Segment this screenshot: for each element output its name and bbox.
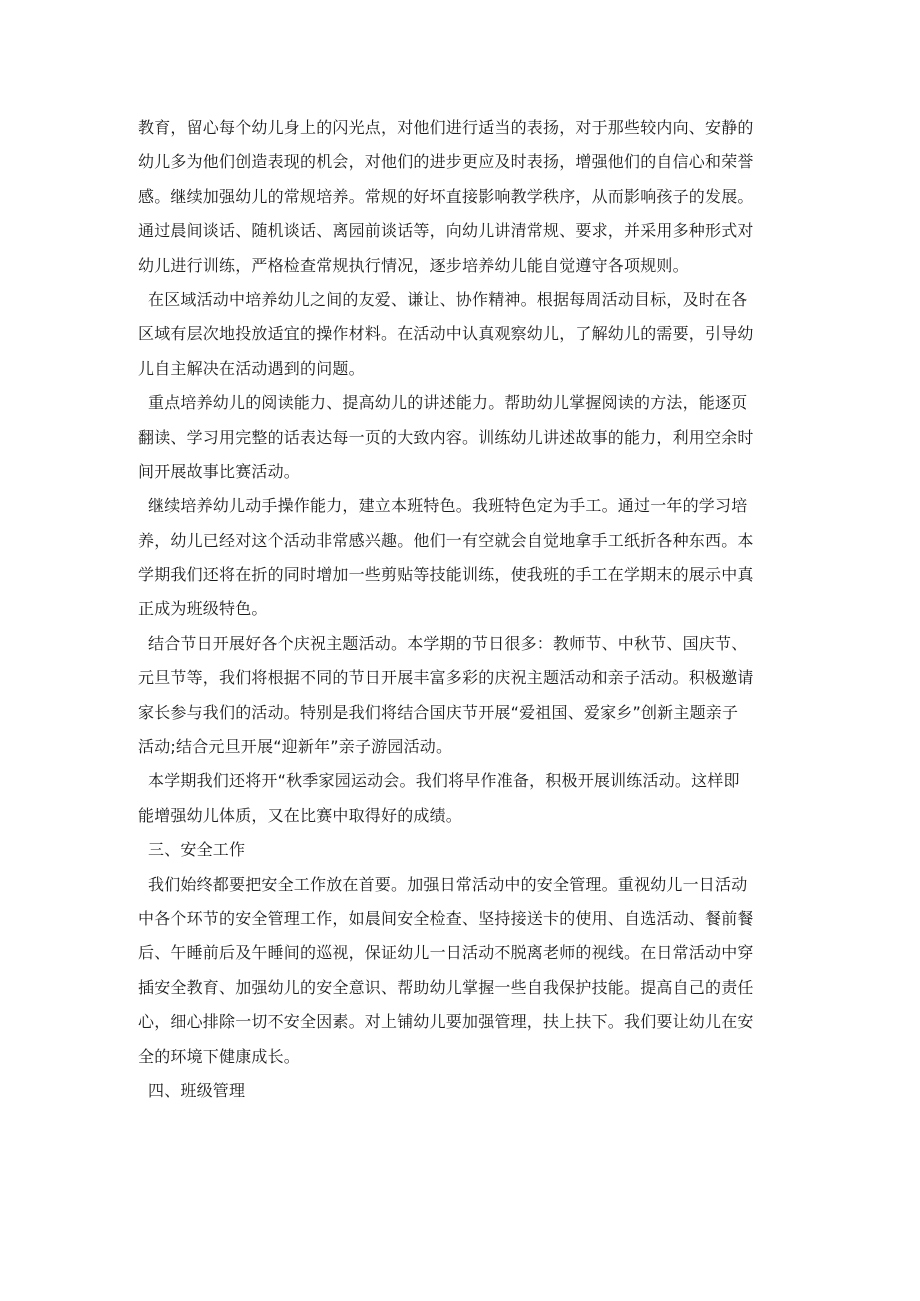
document-body [138, 111, 786, 1108]
text-line: 全的环境下健康成长。 [138, 1046, 301, 1066]
text-line: 继续培养幼儿动手操作能力，建立本班特色。我班特色定为手工。通过一年的学习培 [148, 496, 748, 516]
text-line: 间开展故事比赛活动。 [138, 461, 301, 481]
text-line: 心，细心排除一切不安全因素。对上铺幼儿要加强管理，扶上扶下。我们要让幼儿在安 [138, 1012, 754, 1032]
text-line: 正成为班级特色。 [138, 599, 268, 619]
text-line: 区域有层次地投放适宜的操作材料。在活动中认真观察幼儿，了解幼儿的需要，引导幼 [138, 324, 754, 344]
text-line: 能增强幼儿体质，又在比赛中取得好的成绩。 [138, 805, 463, 825]
paragraph [138, 868, 786, 1074]
paragraph [138, 283, 786, 386]
text-line: 家长参与我们的活动。特别是我们将结合国庆节开展“爱祖国、爱家乡”创新主题亲子 [138, 702, 739, 722]
text-line: 我们始终都要把安全工作放在首要。加强日常活动中的安全管理。重视幼儿一日活动 [148, 874, 748, 894]
text-line: 结合节日开展好各个庆祝主题活动。本学期的节日很多：教师节、中秋节、国庆节、 [148, 633, 748, 653]
paragraph [138, 386, 786, 489]
text-line: 在区域活动中培养幼儿之间的友爱、谦让、协作精神。根据每周活动目标，及时在各 [148, 289, 748, 309]
paragraph [138, 627, 786, 765]
text-line: 翻读、学习用完整的话表达每一页的大致内容。训练幼儿讲述故事的能力，利用空余时 [138, 427, 754, 447]
text-line: 中各个环节的安全管理工作，如晨间安全检查、坚持接送卡的使用、自选活动、餐前餐 [138, 908, 754, 928]
text-line: 教育，留心每个幼儿身上的闪光点，对他们进行适当的表扬，对于那些较内向、安静的 [138, 118, 754, 137]
text-line: 学期我们还将在折的同时增加一些剪贴等技能训练，使我班的手工在学期末的展示中真 [138, 565, 754, 585]
text-line: 儿自主解决在活动遇到的问题。 [138, 358, 365, 378]
text-line: 本学期我们还将开“秋季家园运动会。我们将早作准备，积极开展训练活动。这样即 [148, 771, 740, 791]
section-heading [138, 833, 786, 867]
text-line: 感。继续加强幼儿的常规培养。常规的好坏直接影响教学秩序，从而影响孩子的发展。 [138, 186, 754, 206]
text-line: 后、午睡前后及午睡间的巡视，保证幼儿一日活动不脱离老师的视线。在日常活动中穿 [138, 943, 754, 963]
text-line: 幼儿进行训练，严格检查常规执行情况，逐步培养幼儿能自觉遵守各项规则。 [138, 255, 689, 275]
text-line: 养，幼儿已经对这个活动非常感兴趣。他们一有空就会自觉地拿手工纸折各种东西。本 [138, 530, 754, 550]
text-line: 重点培养幼儿的阅读能力、提高幼儿的讲述能力。帮助幼儿掌握阅读的方法，能逐页 [148, 393, 748, 413]
text-line: 元旦节等，我们将根据不同的节日开展丰富多彩的庆祝主题活动和亲子活动。积极邀请 [138, 668, 754, 688]
paragraph [138, 111, 786, 283]
text-line: 三、安全工作 [148, 840, 246, 860]
text-line: 幼儿多为他们创造表现的机会，对他们的进步更应及时表扬，增强他们的自信心和荣誉 [138, 152, 754, 172]
text-line: 通过晨间谈话、随机谈话、离园前谈话等，向幼儿讲清常规、要求，并采用多种形式对 [138, 221, 754, 241]
text-line: 插安全教育、加强幼儿的安全意识、帮助幼儿掌握一些自我保护技能。提高自己的责任 [138, 977, 754, 997]
text-line: 活动;结合元旦开展“迎新年”亲子游园活动。 [138, 737, 453, 757]
section-heading [138, 1074, 786, 1108]
text-line: 四、班级管理 [148, 1080, 246, 1100]
paragraph [138, 489, 786, 627]
paragraph [138, 764, 786, 833]
